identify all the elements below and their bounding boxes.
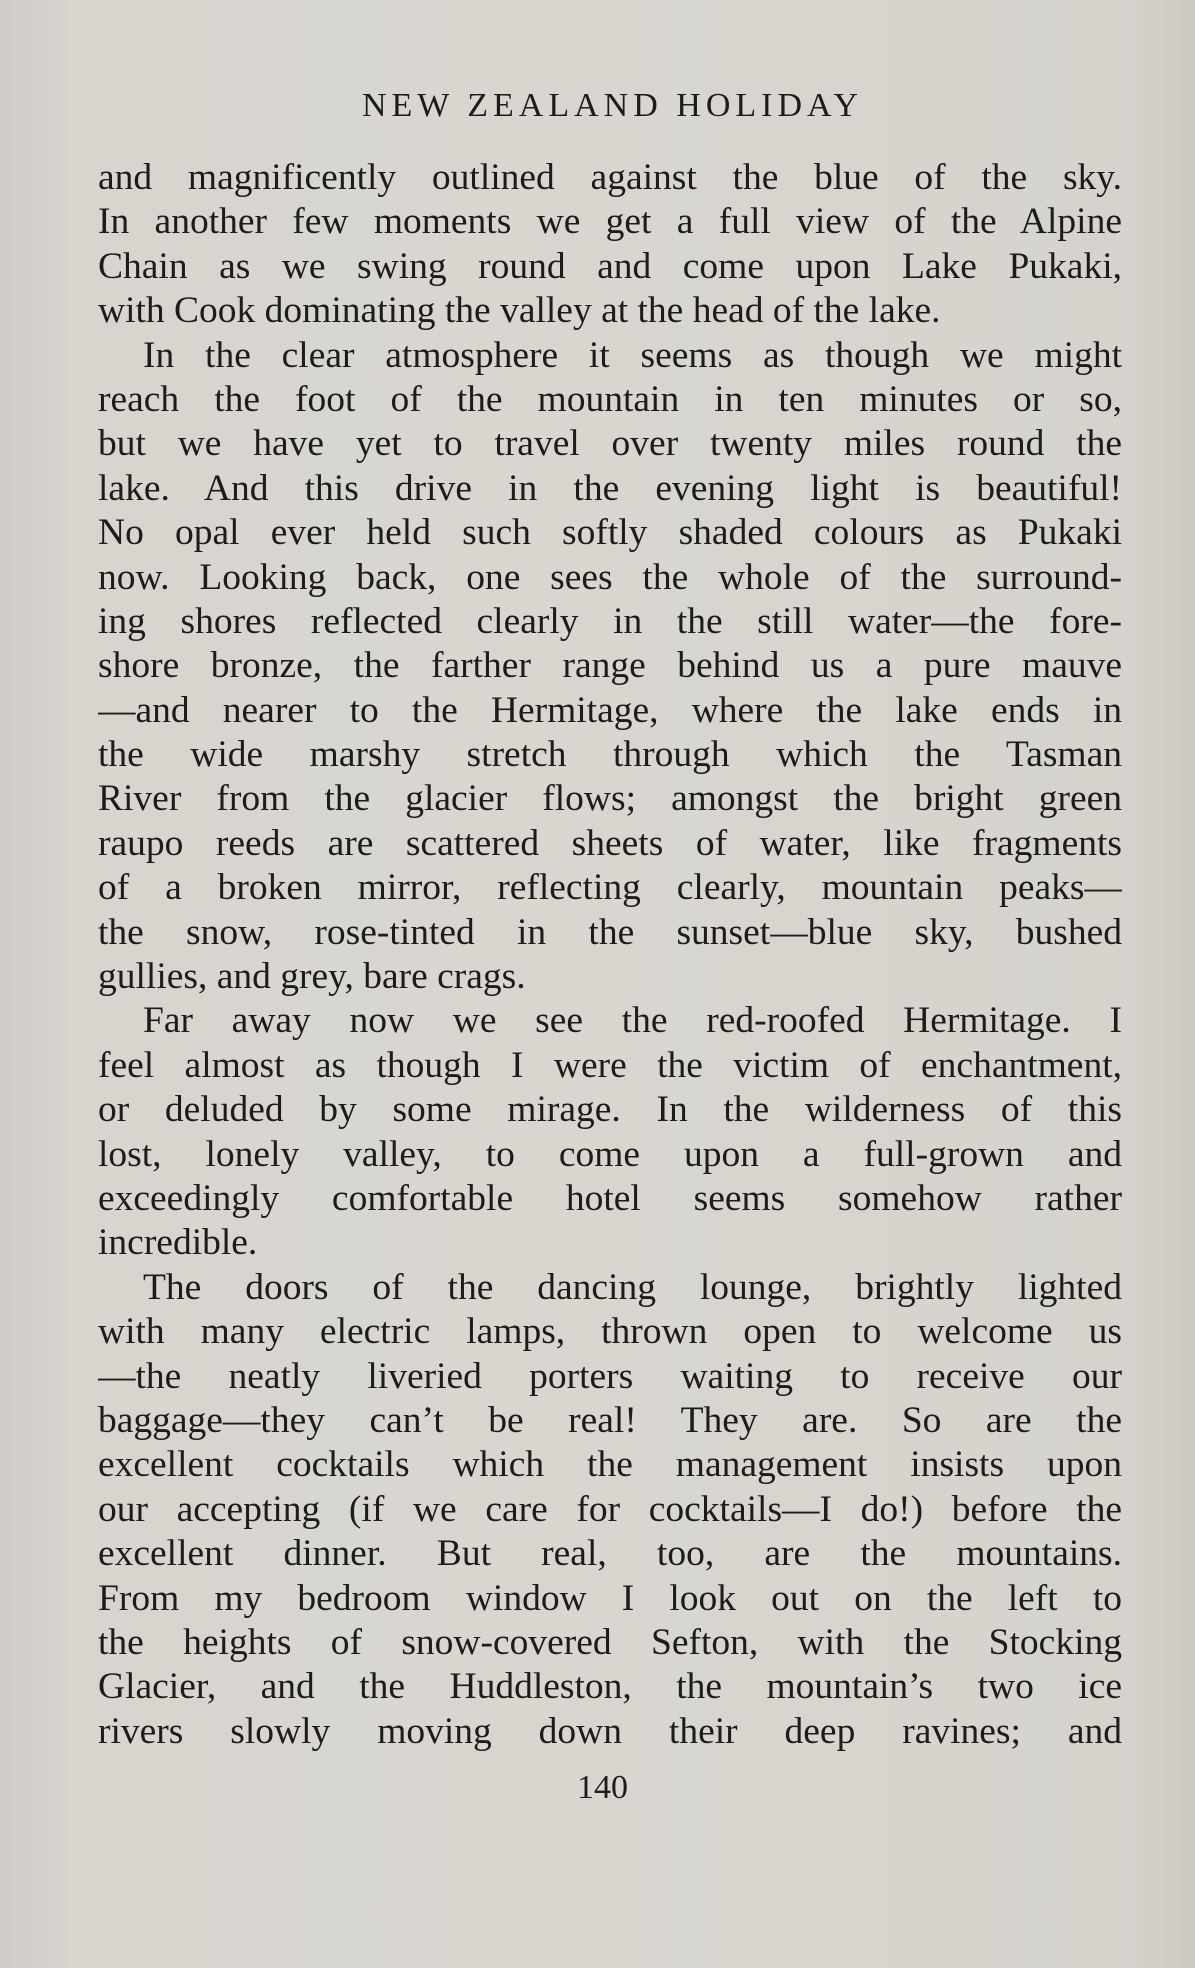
text-line: lost, lonely valley, to come upon a full-grown and (98, 1133, 1122, 1175)
text-line: —the neatly liveried porters waiting to receive our (98, 1355, 1122, 1397)
text-line: excellent cocktails which the management insists upon (98, 1444, 1122, 1486)
text-line: reach the foot of the mountain in ten minutes or so, (98, 378, 1122, 420)
paragraph-start-line: Far away now we see the red-roofed Hermitage. I (143, 1000, 1122, 1042)
text-line: baggage—they can’t be real! They are. So are the (98, 1399, 1122, 1441)
text-line: —and nearer to the Hermitage, where the lake ends in (98, 689, 1122, 731)
text-line: Chain as we swing round and come upon Lake Pukaki, (98, 245, 1122, 287)
text-line: In another few moments we get a full view of the Alpine (98, 201, 1122, 243)
text-line: of a broken mirror, reflecting clearly, mountain peaks— (98, 867, 1122, 909)
text-line: the wide marshy stretch through which the Tasman (98, 734, 1122, 776)
text-line: and magnificently outlined against the blue of the sky. (98, 157, 1122, 198)
paragraph-start-line: In the clear atmosphere it seems as though we might (143, 334, 1122, 376)
text-line: No opal ever held such softly shaded colours as Pukaki (98, 512, 1122, 554)
text-line: our accepting (if we care for cocktails—I do!) before the (98, 1488, 1122, 1530)
text-line: or deluded by some mirage. In the wilderness of this (98, 1089, 1122, 1131)
text-line: excellent dinner. But real, too, are the mountains. (98, 1533, 1122, 1575)
paragraph-start-line: The doors of the dancing lounge, brightly lighted (143, 1266, 1122, 1308)
text-line: but we have yet to travel over twenty miles round the (98, 423, 1122, 465)
text-line: now. Looking back, one sees the whole of the surround- (98, 556, 1122, 598)
page-number: 140 (577, 1769, 628, 1806)
text-line: River from the glacier flows; amongst the bright green (98, 778, 1122, 820)
text-line: rivers slowly moving down their deep ravines; and (98, 1710, 1122, 1752)
text-line: with many electric lamps, thrown open to welcome us (98, 1311, 1122, 1353)
text-line: the heights of snow-covered Sefton, with the Stocking (98, 1621, 1122, 1663)
text-line: Glacier, and the Huddleston, the mountain’s two ice (98, 1666, 1122, 1708)
text-line: gullies, and grey, bare crags. (98, 956, 526, 998)
text-line: shore bronze, the farther range behind us a pure mauve (98, 645, 1122, 687)
body-text (98, 156, 1122, 1754)
running-head: NEW ZEALAND HOLIDAY (361, 87, 864, 124)
text-line: the snow, rose-tinted in the sunset—blue sky, bushed (98, 911, 1122, 953)
text-line: incredible. (98, 1222, 258, 1264)
text-line: ing shores reflected clearly in the still water—the fore- (98, 600, 1122, 642)
text-line: feel almost as though I were the victim of enchantment, (98, 1044, 1122, 1086)
text-line: From my bedroom window I look out on the left to (98, 1577, 1122, 1619)
text-line: lake. And this drive in the evening light is beautiful! (98, 467, 1122, 509)
text-line: exceedingly comfortable hotel seems somehow rather (98, 1177, 1122, 1219)
text-line: raupo reeds are scattered sheets of water, like fragments (98, 822, 1122, 864)
text-line: with Cook dominating the valley at the head of the lake. (98, 290, 941, 332)
